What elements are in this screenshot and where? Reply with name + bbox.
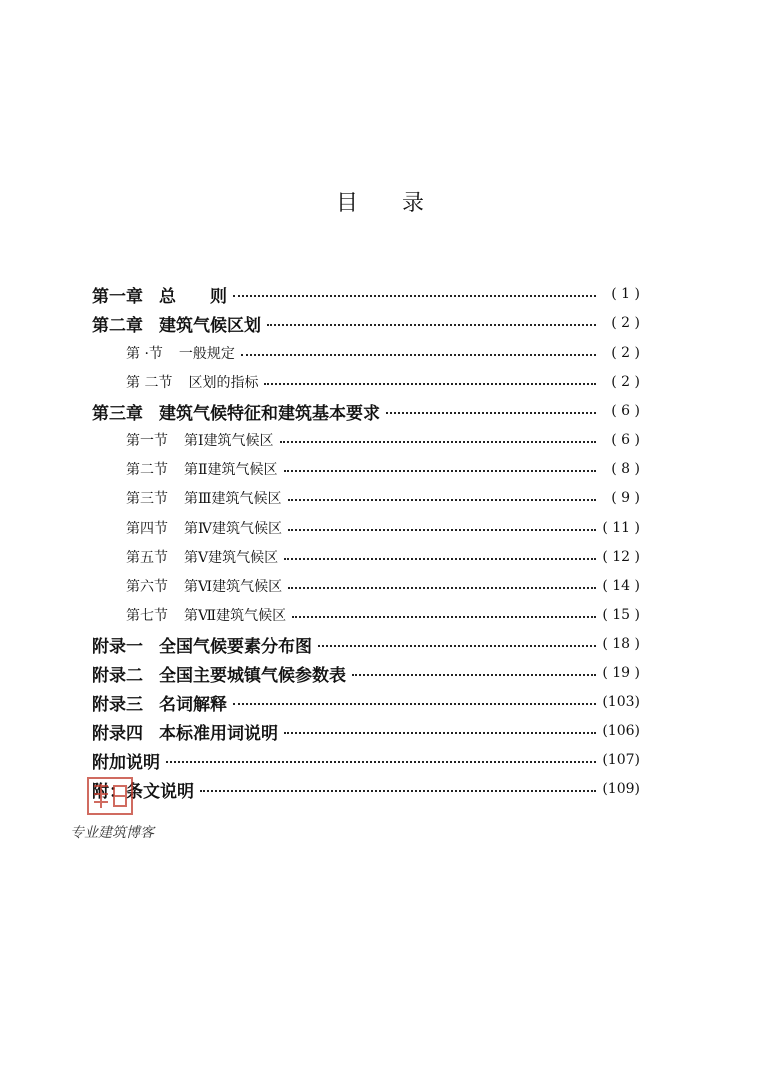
toc-label: 一般规定 [178,346,235,362]
toc-number: 第六节 [126,579,168,595]
leader-dots [284,470,596,472]
toc-entry[interactable] [92,309,640,337]
page-title [0,186,760,217]
leader-dots [200,790,596,792]
toc-entry[interactable] [126,426,640,454]
toc-page: ( 14 ) [602,578,640,594]
toc-label: 全国气候要素分布图 [159,636,312,657]
leader-dots [166,761,596,763]
leader-dots [233,295,596,297]
toc-number: 附录四 [92,723,143,744]
toc-label: 第Ⅳ建筑气候区 [184,521,282,537]
watermark-text: 专业建筑博客 [70,825,154,841]
toc-entry[interactable] [92,775,640,803]
toc-page: ( 8 ) [611,461,640,477]
toc-entry[interactable] [92,397,640,425]
toc-page: ( 2 ) [611,345,640,361]
toc-number: 附录二 [92,665,143,686]
leader-dots [284,558,596,560]
leader-dots [267,324,596,326]
toc-label: 总 则 [159,286,227,307]
toc-number: 第三节 [126,491,168,507]
toc-page: ( 2 ) [611,374,640,390]
toc-number: 附录三 [92,694,143,715]
leader-dots [318,645,596,647]
toc-label: 建筑气候区划 [159,315,261,336]
toc-entry[interactable] [92,659,640,687]
leader-dots [292,616,596,618]
toc-number: 第七节 [126,608,168,624]
toc-label: 建筑气候特征和建筑基本要求 [159,403,380,424]
toc-entry[interactable] [126,484,640,512]
toc-label: 第Ⅱ建筑气候区 [184,462,278,478]
toc-page: ( 18 ) [602,636,640,652]
leader-dots [264,383,596,385]
toc-label: 第Ⅴ建筑气候区 [184,550,279,566]
leader-dots [288,587,596,589]
toc-label: 附加说明 [92,752,160,773]
toc-entry[interactable] [92,717,640,745]
toc-entry[interactable] [92,688,640,716]
toc-page: ( 19 ) [602,665,640,681]
leader-dots [352,674,596,676]
toc-label: 第Ⅵ建筑气候区 [184,579,283,595]
toc-number: 第 ·节 [126,346,163,362]
leader-dots [284,732,596,734]
toc-entry[interactable] [126,543,640,571]
toc-number: 第四节 [126,521,168,537]
toc-page: ( 6 ) [611,403,640,419]
leader-dots [288,529,596,531]
toc-label: 附：条文说明 [92,781,194,802]
leader-dots [280,441,596,443]
toc-page: ( 2 ) [611,315,640,331]
toc-number: 附录一 [92,636,143,657]
toc-entry[interactable] [126,572,640,600]
toc-page: ( 9 ) [611,490,640,506]
toc-page: ( 11 ) [602,520,640,536]
title-char-2: 录 [402,191,425,216]
toc-page: ( 15 ) [602,607,640,623]
toc-page: ( 12 ) [602,549,640,565]
toc-label: 全国主要城镇气候参数表 [159,665,346,686]
toc-label: 区划的指标 [188,375,259,391]
toc-number: 第三章 [92,403,143,424]
toc-page: (109) [602,781,640,797]
toc-page: (103) [602,694,640,710]
leader-dots [288,499,596,501]
toc-entry[interactable] [126,368,640,396]
toc-number: 第一章 [92,286,143,307]
toc-label: 第Ⅰ建筑气候区 [184,433,274,449]
toc-page: (107) [602,752,640,768]
toc-label: 第Ⅶ建筑气候区 [184,608,287,624]
toc-entry[interactable] [126,455,640,483]
toc-entry[interactable] [92,746,640,774]
toc-entry[interactable] [126,339,640,367]
toc-label: 第Ⅲ建筑气候区 [184,491,282,507]
toc-entry[interactable] [126,514,640,542]
toc-page: (106) [602,723,640,739]
toc-number: 第一节 [126,433,168,449]
toc-number: 第二节 [126,462,168,478]
toc-label: 名词解释 [159,694,227,715]
toc-page: ( 6 ) [611,432,640,448]
toc-number: 第 二节 [126,375,173,391]
leader-dots [386,412,596,414]
toc-number: 第二章 [92,315,143,336]
toc-label: 本标准用词说明 [159,723,278,744]
seal-stamp-icon [86,776,134,816]
toc-number: 第五节 [126,550,168,566]
leader-dots [241,354,596,356]
toc-entry[interactable] [92,630,640,658]
toc-entry[interactable] [126,601,640,629]
toc-entry[interactable] [92,280,640,308]
leader-dots [233,703,596,705]
title-char-1: 目 [335,191,358,216]
toc-page: ( 1 ) [611,286,640,302]
